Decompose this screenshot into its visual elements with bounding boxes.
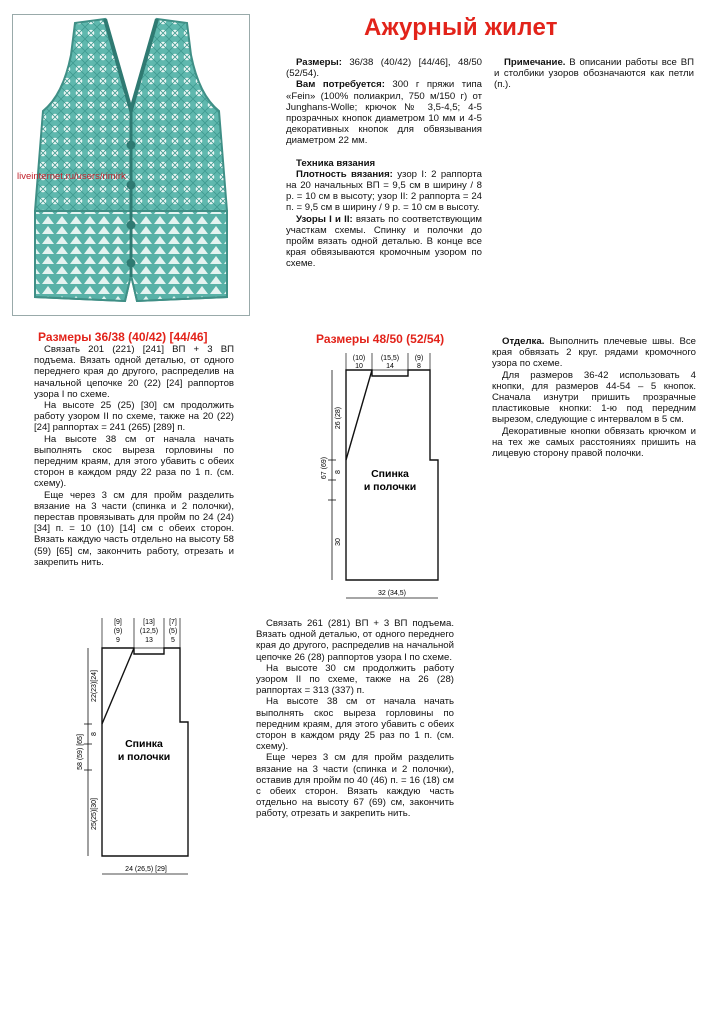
diagram-large-svg xyxy=(296,348,466,608)
patterns-label: Узоры I и II: xyxy=(296,213,353,225)
finishing-p2: Для размеров 36-42 использовать 4 кнопки, для размеров 44-54 – 5 кнопок. Сначала изнутри пришить прозрачные пластиковые кнопки: 1-ю под передним вырезом, следующие с интервалом в 5 см. xyxy=(492,369,696,426)
ds-label-2: и полочки xyxy=(117,751,171,763)
materials-value: 300 г пряжи типа «Fein» (100% полиакрил, 750 м/150 г) от Junghans-Wolle; крючок № 3,5-4,5; 4-5 прозрачных кнопок диаметром 10 мм и 4-5 декоративных кнопок для обвязывания диаметром 22 мм. xyxy=(286,79,482,147)
section-large-text xyxy=(256,618,454,820)
section-small-heading: Размеры 36/38 (40/42) [44/46] xyxy=(38,330,208,344)
dl-top-b2: (9) xyxy=(414,355,424,362)
note-label: Примечание. xyxy=(504,57,566,68)
section-large-p1: Связать 261 (281) ВП + 3 ВП подъема. Вязать одной деталью, от одного переднего края до другого, распределив на начальной цепочке 26 (28) раппортов узора I по схеме. xyxy=(256,618,454,663)
technique-heading: Техника вязания xyxy=(296,157,376,169)
ds-top-v0: 9 xyxy=(116,637,120,644)
ds-left-0: 22(23)[24] xyxy=(91,670,98,702)
dl-top-b1: (15,5) xyxy=(380,355,400,362)
dl-top-v1: 14 xyxy=(386,363,394,370)
ds-bottom: 24 (26,5) [29] xyxy=(125,866,167,873)
ds-top-p1: (12,5) xyxy=(139,628,159,635)
sizes-label: Размеры: xyxy=(296,57,342,68)
finishing-block xyxy=(492,336,696,459)
patterns-value: вязать по соответствующим участкам схемы. Спинку и полочки до пройм вязать одной деталью. В конце все края обвязываются кромочным узором по схеме. xyxy=(286,213,482,270)
intro-block xyxy=(286,57,482,270)
dl-label-1: Спинка xyxy=(371,468,409,480)
dl-left-2: 8 xyxy=(335,470,342,474)
section-small-p2: На высоте 25 (25) [30] см продолжить работу узором II по схеме, также на 20 (22) [24] раппортах = 241 (265) [289] п. xyxy=(34,400,234,434)
sizes-value: 36/38 (40/42) [44/46], 48/50 (52/54). xyxy=(286,57,482,80)
ds-top-p0: (9) xyxy=(113,628,123,635)
section-small-p1: Связать 201 (221) [241] ВП + 3 ВП подъема. Вязать одной деталью, от одного переднего края до другого, распределив на начальной цепочке 20 (22) [24] раппортов узора I по схеме. xyxy=(34,344,234,400)
density-value: узор I: 2 раппорта на 20 начальных ВП = 9,5 см в ширину / 8 р. = 10 см в высоту; узор II: 2 раппорта = 24 п. = 9,5 см в ширину / 9 р. = 10 см в высоту. xyxy=(286,168,482,214)
diagram-large-neckline xyxy=(346,370,372,460)
ds-left-1: 58 (59) [65] xyxy=(77,734,84,770)
ds-label-1: Спинка xyxy=(125,738,163,750)
section-large-p4: Еще через 3 см для пройм разделить вязание на 3 части (спинка и 2 полочки), оставив для пройм по 40 (46) п. = 16 (18) см с обеих сторон. Вязать каждую часть отдельно на высоту 67 (69) см, закончить работу, отрезать и закрепить нить. xyxy=(256,752,454,820)
section-large-heading: Размеры 48/50 (52/54) xyxy=(316,332,445,346)
ds-left-2: 8 xyxy=(91,732,98,736)
finishing-label: Отделка. xyxy=(502,336,545,347)
page-title: Ажурный жилет xyxy=(364,14,558,41)
diagram-small-svg xyxy=(58,614,208,884)
watermark: liveinternet.ru/users/rimirk xyxy=(17,171,126,182)
dl-left-0: 26 (28) xyxy=(335,406,342,430)
density-label: Плотность вязания: xyxy=(296,168,393,180)
dl-label-2: и полочки xyxy=(363,481,417,493)
dl-left-3: 30 xyxy=(335,538,342,546)
diagram-large xyxy=(296,348,466,608)
dl-bottom: 32 (34,5) xyxy=(377,590,407,597)
section-small-text xyxy=(34,344,234,568)
section-large-p3: На высоте 38 см от начала начать выполнять скос выреза горловины по передним краям, для этого убавить с обеих сторон в каждом ряду 25 раз по 1 п. (см. схему). xyxy=(256,696,454,753)
section-small-p3: На высоте 38 см от начала начать выполнять скос выреза горловины по передним краям, для этого убавить с обеих сторон в каждом ряду 22 раза по 1 п. (см. схему). xyxy=(34,433,234,490)
vest-photo xyxy=(12,14,250,316)
diagram-small xyxy=(58,614,208,884)
dl-top-b0: (10) xyxy=(352,355,366,362)
ds-top-sq2: [7] xyxy=(169,619,177,626)
dl-left-1: 67 (69) xyxy=(321,456,328,480)
diagram-small-neckline xyxy=(102,648,134,724)
ds-left-3: 25(25)[30] xyxy=(91,798,98,830)
section-small-p4: Еще через 3 см для пройм разделить вязание на 3 части (спинка и 2 полочки), перестав провязывать для пройм по 24 (24) [34] п. = 10 (10) [14] см с обеих сторон. Вязать каждую часть отдельно на высоту 58 (59) [65] см, закончить работу, отрезать и закрепить нить. xyxy=(34,489,234,568)
dl-top-v0: 10 xyxy=(355,363,363,370)
dl-top-v2: 8 xyxy=(417,363,421,370)
ds-top-p2: (5) xyxy=(168,628,178,635)
note-value: В описании работы все ВП и столбики узоров обозначаются как петли (п.). xyxy=(494,57,694,91)
note-block xyxy=(494,57,694,91)
section-large-p2: На высоте 30 см продолжить работу узором II по схеме, также на 26 (28) раппортах = 313 (337) п. xyxy=(256,662,454,697)
materials-label: Вам потребуется: xyxy=(296,79,385,91)
ds-top-v2: 5 xyxy=(171,637,175,644)
ds-top-sq1: [13] xyxy=(143,619,155,626)
finishing-p1: Выполнить плечевые швы. Все края обвязать 2 круг. рядами кромочного узора по схеме. xyxy=(492,336,696,370)
finishing-p3: Декоративные кнопки обвязать крючком и на тех же самых расстояниях пришить на лицевую сторону правой полочки. xyxy=(492,425,696,460)
vest-illustration xyxy=(13,15,249,315)
ds-top-sq0: [9] xyxy=(114,619,122,626)
ds-top-v1: 13 xyxy=(145,637,153,644)
